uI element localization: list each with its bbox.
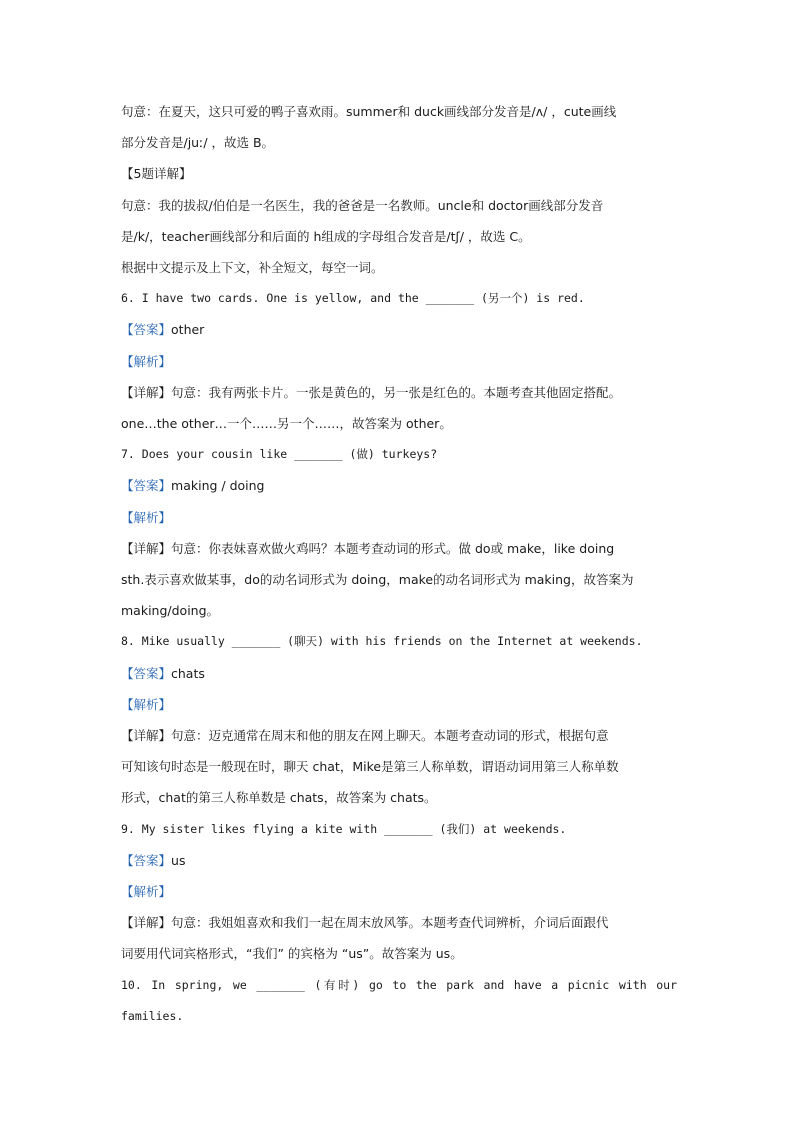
answer-row-6 [121, 314, 677, 345]
instruction-line: 根据中文提示及上下文，补全短文，每空一词。 [121, 260, 384, 276]
answer-row-9 [121, 845, 677, 876]
explanation-line: 句意：在夏天，这只可爱的鸭子喜欢雨。summer和 duck画线部分发音是/ʌ/ ，cute画线 [121, 104, 617, 119]
question-8: 8. Mike usually _______ (聊天) with his friends on the Internet at weekends. [121, 634, 643, 649]
analysis-tag: 【解析】 [121, 509, 172, 525]
answer-value: us [171, 852, 186, 868]
analysis-tag: 【解析】 [121, 353, 172, 369]
answer-row-7 [121, 470, 677, 501]
answer-value: making / doing [171, 478, 265, 494]
explanation-line: 部分发音是/juː/ ，故选 B。 [121, 135, 275, 151]
detail-row-8 [121, 720, 677, 751]
detail-tag: 【详解】 [121, 915, 172, 931]
question-7: 7. Does your cousin like _______ (做) turkeys? [121, 447, 438, 462]
answer-tag: 【答案】 [121, 852, 172, 868]
question-10: 10. In spring, we _______ (有时) go to the park and have a picnic with our [121, 977, 677, 992]
detail-text: one…the other…一个……另一个……，故答案为 other。 [121, 416, 452, 432]
section-heading: 【5题详解】 [121, 166, 192, 182]
answer-value: chats [171, 665, 205, 681]
detail-text: making/doing。 [121, 603, 220, 619]
detail-text: 句意：我有两张卡片。一张是黄色的，另一张是红色的。本题考查其他固定搭配。 [171, 384, 622, 400]
detail-text: 句意：你表妹喜欢做火鸡吗？本题考查动词的形式。做 do或 make，like doing [171, 540, 615, 556]
detail-row-6 [121, 377, 677, 408]
detail-text: 词要用代词宾格形式，“我们” 的宾格为 “us”。故答案为 us。 [121, 946, 463, 962]
explanation-line: 句意：我的拔叔/伯伯是一名医生，我的爸爸是一名教师。uncle和 doctor画线部分发音 [121, 197, 604, 213]
answer-value: other [171, 322, 205, 338]
detail-text: 句意：迈克通常在周末和他的朋友在网上聊天。本题考查动词的形式，根据句意 [171, 728, 609, 744]
detail-text: 形式，chat的第三人称单数是 chats，故答案为 chats。 [121, 790, 437, 806]
answer-tag: 【答案】 [121, 322, 172, 338]
document-body [121, 96, 677, 1032]
analysis-tag: 【解析】 [121, 884, 172, 900]
question-9: 9. My sister likes flying a kite with _______ (我们) at weekends. [121, 821, 567, 836]
detail-text: 可知该句时态是一般现在时，聊天 chat，Mike是第三人称单数，谓语动词用第三人称单数 [121, 759, 619, 775]
detail-row-7 [121, 533, 677, 564]
detail-tag: 【详解】 [121, 384, 172, 400]
detail-text: sth.表示喜欢做某事，do的动名词形式为 doing，make的动名词形式为 making，故答案为 [121, 572, 634, 588]
answer-tag: 【答案】 [121, 665, 172, 681]
detail-tag: 【详解】 [121, 540, 172, 556]
question-6: 6. I have two cards. One is yellow, and the _______ (另一个) is red. [121, 291, 585, 306]
answer-row-8 [121, 658, 677, 689]
answer-tag: 【答案】 [121, 478, 172, 494]
detail-row-9 [121, 907, 677, 938]
detail-tag: 【详解】 [121, 728, 172, 744]
detail-text: 句意：我姐姐喜欢和我们一起在周末放风筝。本题考查代词辨析，介词后面跟代 [171, 915, 609, 931]
analysis-tag: 【解析】 [121, 696, 172, 712]
explanation-line: 是/k/，teacher画线部分和后面的 h组成的字母组合发音是/tʃ/ ，故选 C。 [121, 228, 531, 244]
question-10-continued: families. [121, 1008, 184, 1023]
